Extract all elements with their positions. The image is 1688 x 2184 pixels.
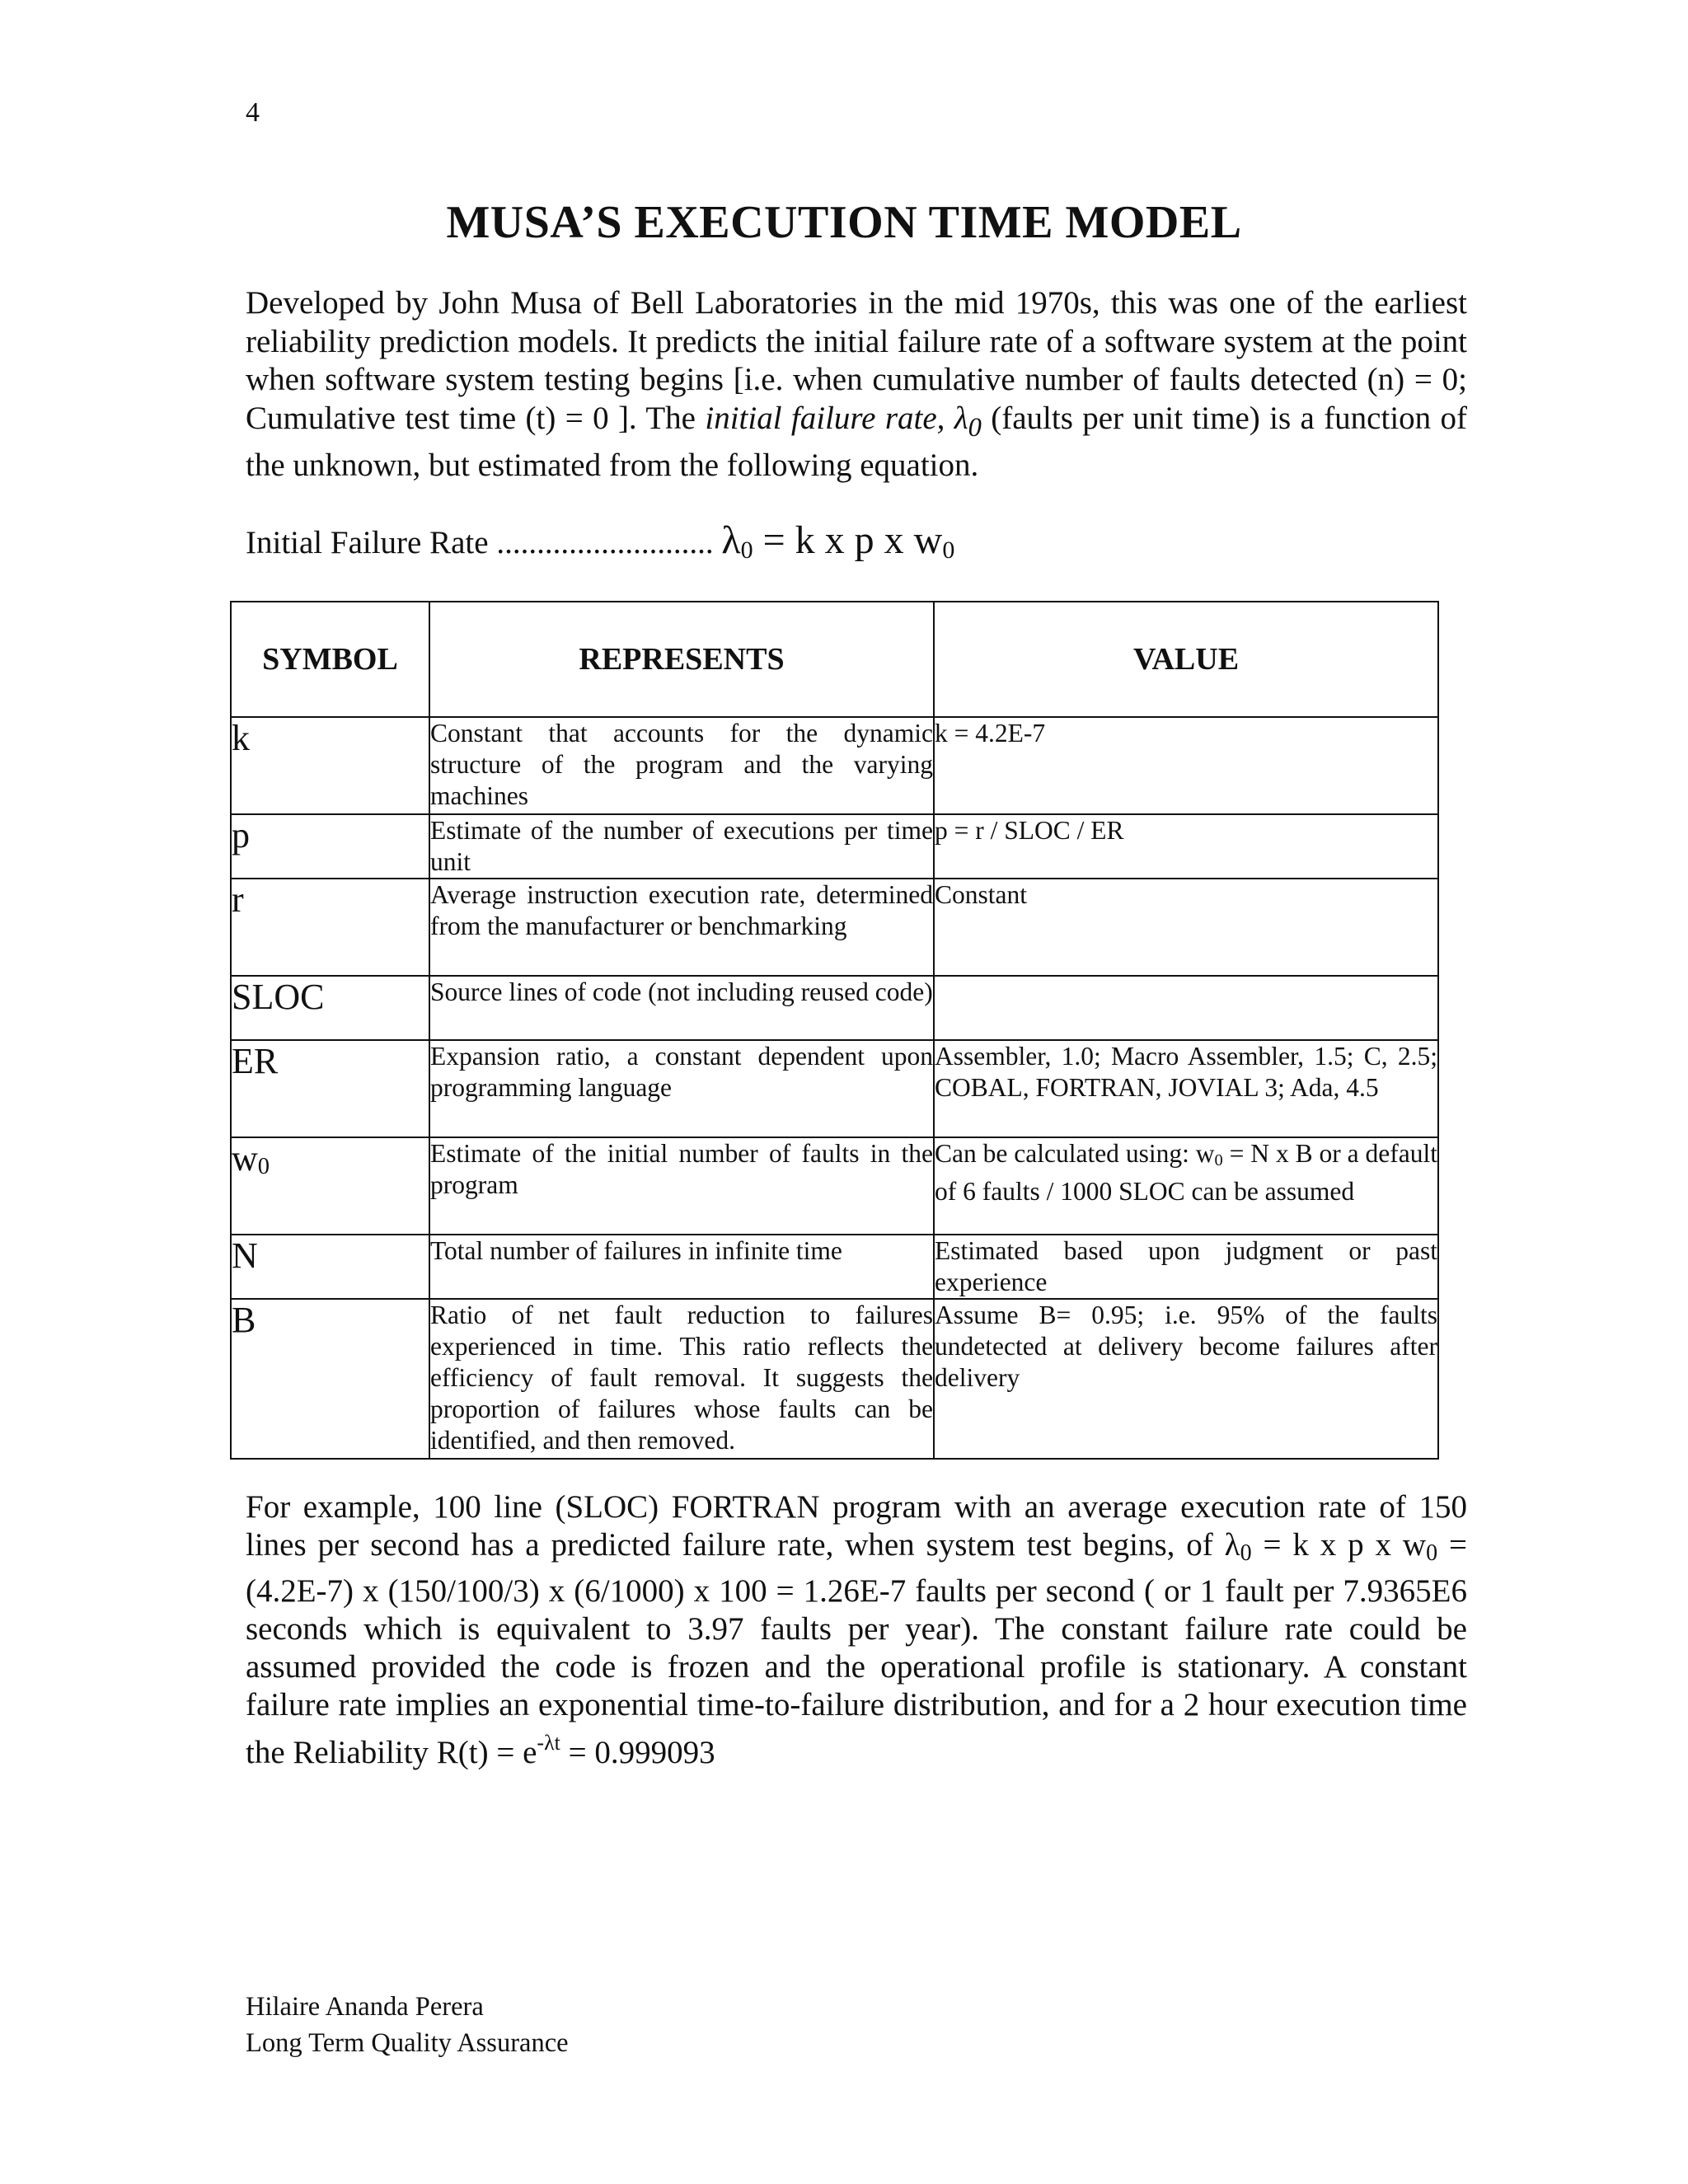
example-text-1: For example, 100 line (SLOC) FORTRAN program with an average execution rate of 150 lines per second has a predicted failure rate, when system test begins, of λ: [246, 1489, 1467, 1563]
represents-cell: Total number of failures in infinite time: [429, 1235, 934, 1299]
value-w-subscript: 0: [1214, 1151, 1223, 1169]
intro-text-1: Developed by John Musa of Bell Laboratories in the mid 1970s, this was one of the earliest reliability prediction models. It predicts the initial failure rate of a software system at the point when software system testing begins [i.e. when cumulative number of faults detected (n) = 0; Cumulative test time (t) = 0 ]. The: [246, 285, 1467, 436]
table-row: [231, 1137, 1438, 1235]
value-cell: Assume B= 0.95; i.e. 95% of the faults undetected at delivery become failures after delivery: [934, 1299, 1438, 1459]
table-row: [231, 717, 1438, 814]
formula-lambda-subscript: 0: [740, 537, 753, 564]
symbol-cell: p: [231, 814, 429, 879]
example-subscript-1: 0: [1240, 1540, 1252, 1566]
footer-subtitle: Long Term Quality Assurance: [246, 2028, 569, 2058]
example-paragraph: [246, 1488, 1467, 1772]
failure-rate-formula: [246, 518, 954, 565]
formula-label: Initial Failure Rate ...........................: [246, 525, 722, 560]
intro-italic-term: [705, 400, 982, 443]
example-text-4: = 0.999093: [560, 1735, 715, 1770]
value-cell: k = 4.2E-7: [934, 717, 1438, 814]
symbol-table: [230, 601, 1439, 1460]
intro-italic-text: initial failure rate, λ: [705, 400, 968, 436]
header-represents: REPRESENTS: [429, 602, 934, 717]
formula-equation: = k x p x w: [753, 518, 943, 562]
table-row: [231, 879, 1438, 976]
value-w-rest: = N x B or a default of 6 faults / 1000 SLOC can be assumed: [935, 1139, 1437, 1206]
table-row: [231, 1235, 1438, 1299]
represents-cell: Average instruction execution rate, determined from the manufacturer or benchmarking: [429, 879, 934, 976]
represents-cell: Constant that accounts for the dynamic structure of the program and the varying machines: [429, 717, 934, 814]
value-w-text: Can be calculated using: w: [935, 1139, 1215, 1168]
page-title: MUSA’S EXECUTION TIME MODEL: [446, 197, 1242, 248]
symbol-cell: r: [231, 879, 429, 976]
symbol-cell: [231, 1137, 429, 1235]
example-subscript-2: 0: [1426, 1540, 1438, 1566]
table-row: [231, 1299, 1438, 1459]
formula-w-subscript: 0: [942, 537, 955, 564]
symbol-cell: B: [231, 1299, 429, 1459]
table-header-row: [231, 602, 1438, 717]
page-number: 4: [246, 97, 260, 128]
table-row: [231, 1040, 1438, 1137]
symbol-w-subscript: 0: [257, 1154, 270, 1179]
formula-lambda: λ: [721, 518, 741, 562]
symbol-cell: SLOC: [231, 976, 429, 1040]
footer-author: Hilaire Ananda Perera: [246, 1992, 484, 2022]
intro-italic-subscript: 0: [968, 412, 982, 443]
example-text-2: = k x p x w: [1251, 1527, 1427, 1563]
symbol-cell: ER: [231, 1040, 429, 1137]
represents-cell: Estimate of the initial number of faults in the program: [429, 1137, 934, 1235]
header-symbol: SYMBOL: [231, 602, 429, 717]
header-value: VALUE: [934, 602, 1438, 717]
footer: [246, 1989, 569, 2061]
value-cell: Assembler, 1.0; Macro Assembler, 1.5; C, 2.5; COBAL, FORTRAN, JOVIAL 3; Ada, 4.5: [934, 1040, 1438, 1137]
symbol-w: w: [232, 1138, 258, 1179]
intro-paragraph: [246, 284, 1467, 485]
symbol-cell: k: [231, 717, 429, 814]
represents-cell: Ratio of net fault reduction to failures experienced in time. This ratio reflects the efficiency of fault removal. It suggests the proportion of failures whose faults can be identified, and then removed.: [429, 1299, 934, 1459]
example-superscript: -λt: [537, 1731, 560, 1755]
value-cell: p = r / SLOC / ER: [934, 814, 1438, 879]
represents-cell: Source lines of code (not including reused code): [429, 976, 934, 1040]
value-cell: [934, 976, 1438, 1040]
represents-cell: Estimate of the number of executions per time unit: [429, 814, 934, 879]
value-cell: Estimated based upon judgment or past experience: [934, 1235, 1438, 1299]
example-text-3: = (4.2E-7) x (150/100/3) x (6/1000) x 100 = 1.26E-7 faults per second ( or 1 fault per 7.9365E6 seconds which is equivalent to 3.97 faults per year). The constant failure rate could be assumed provided the code is frozen and the operational profile is stationary. A constant failure rate implies an exponential time-to-failure distribution, and for a 2 hour execution time the Reliability R(t) = e: [246, 1527, 1467, 1770]
value-cell: Constant: [934, 879, 1438, 976]
intro-text-2: (faults per unit time) is a function of the unknown, but estimated from the following equation.: [246, 400, 1468, 483]
table-row: [231, 814, 1438, 879]
table-row: [231, 976, 1438, 1040]
value-cell: [934, 1137, 1438, 1235]
represents-cell: Expansion ratio, a constant dependent upon programming language: [429, 1040, 934, 1137]
symbol-cell: N: [231, 1235, 429, 1299]
